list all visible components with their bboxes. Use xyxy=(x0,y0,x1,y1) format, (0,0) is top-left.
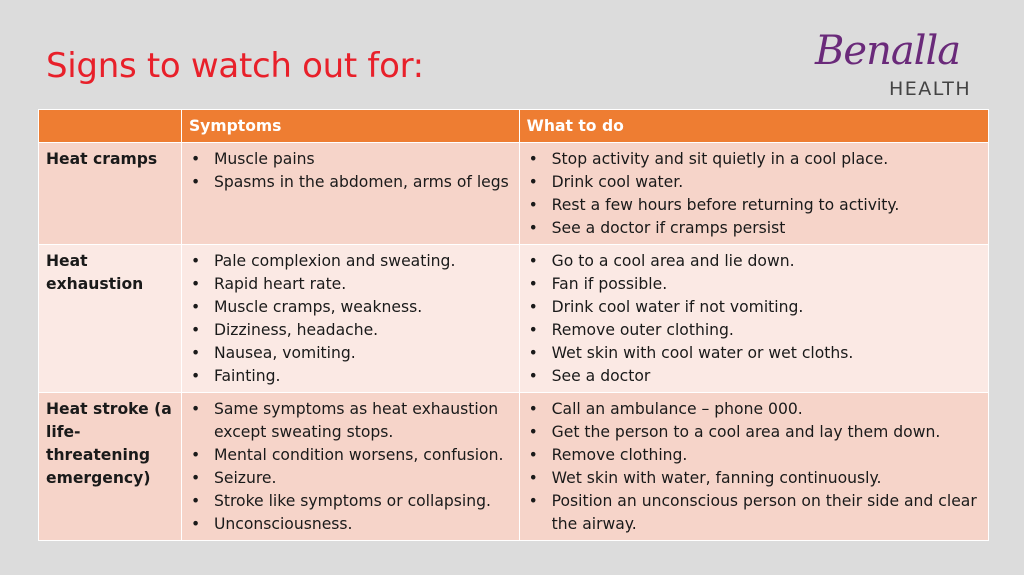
heat-illness-table xyxy=(38,109,989,541)
actions-cell xyxy=(519,143,988,245)
list-item: • Seizure. xyxy=(189,467,512,490)
list-item: • See a doctor xyxy=(527,365,981,388)
column-header-what-to-do: What to do xyxy=(519,110,988,143)
symptoms-cell xyxy=(181,143,519,245)
list-item: • Wet skin with cool water or wet cloths. xyxy=(527,342,981,365)
list-item: • Position an unconscious person on their side and clear the airway. xyxy=(527,490,981,536)
row-label: Heat exhaustion xyxy=(39,245,182,393)
list-item: • See a doctor if cramps persist xyxy=(527,217,981,240)
logo-subtext: HEALTH xyxy=(889,78,972,100)
list-item: • Go to a cool area and lie down. xyxy=(527,250,981,273)
list-item: • Rest a few hours before returning to activity. xyxy=(527,194,981,217)
list-item: • Get the person to a cool area and lay them down. xyxy=(527,421,981,444)
symptoms-cell xyxy=(181,245,519,393)
table-row xyxy=(39,393,989,541)
slide-title: Signs to watch out for: xyxy=(46,46,424,86)
row-label: Heat stroke (a life-threatening emergency) xyxy=(39,393,182,541)
actions-list xyxy=(527,250,981,388)
column-header-symptoms: Symptoms xyxy=(181,110,519,143)
column-header-empty xyxy=(39,110,182,143)
logo-wordmark: Benalla xyxy=(815,28,961,74)
list-item: • Drink cool water. xyxy=(527,171,981,194)
list-item: • Nausea, vomiting. xyxy=(189,342,512,365)
list-item: • Drink cool water if not vomiting. xyxy=(527,296,981,319)
list-item: • Muscle pains xyxy=(189,148,512,171)
list-item: • Fainting. xyxy=(189,365,512,388)
list-item: • Rapid heart rate. xyxy=(189,273,512,296)
list-item: • Stroke like symptoms or collapsing. xyxy=(189,490,512,513)
symptoms-list xyxy=(189,250,512,388)
table-row xyxy=(39,245,989,393)
list-item: • Wet skin with water, fanning continuously. xyxy=(527,467,981,490)
actions-cell xyxy=(519,393,988,541)
table-row xyxy=(39,143,989,245)
list-item: • Dizziness, headache. xyxy=(189,319,512,342)
list-item: • Fan if possible. xyxy=(527,273,981,296)
list-item: • Stop activity and sit quietly in a cool place. xyxy=(527,148,981,171)
list-item: • Unconsciousness. xyxy=(189,513,512,536)
benalla-health-logo xyxy=(815,28,975,103)
list-item: • Call an ambulance – phone 000. xyxy=(527,398,981,421)
list-item: • Remove clothing. xyxy=(527,444,981,467)
list-item: • Remove outer clothing. xyxy=(527,319,981,342)
row-label: Heat cramps xyxy=(39,143,182,245)
actions-list xyxy=(527,148,981,240)
table-header-row xyxy=(39,110,989,143)
list-item: • Pale complexion and sweating. xyxy=(189,250,512,273)
list-item: • Spasms in the abdomen, arms of legs xyxy=(189,171,512,194)
list-item: • Mental condition worsens, confusion. xyxy=(189,444,512,467)
symptoms-list xyxy=(189,148,512,194)
actions-list xyxy=(527,398,981,536)
symptoms-list xyxy=(189,398,512,536)
symptoms-cell xyxy=(181,393,519,541)
list-item: • Muscle cramps, weakness. xyxy=(189,296,512,319)
list-item: • Same symptoms as heat exhaustion except sweating stops. xyxy=(189,398,512,444)
actions-cell xyxy=(519,245,988,393)
